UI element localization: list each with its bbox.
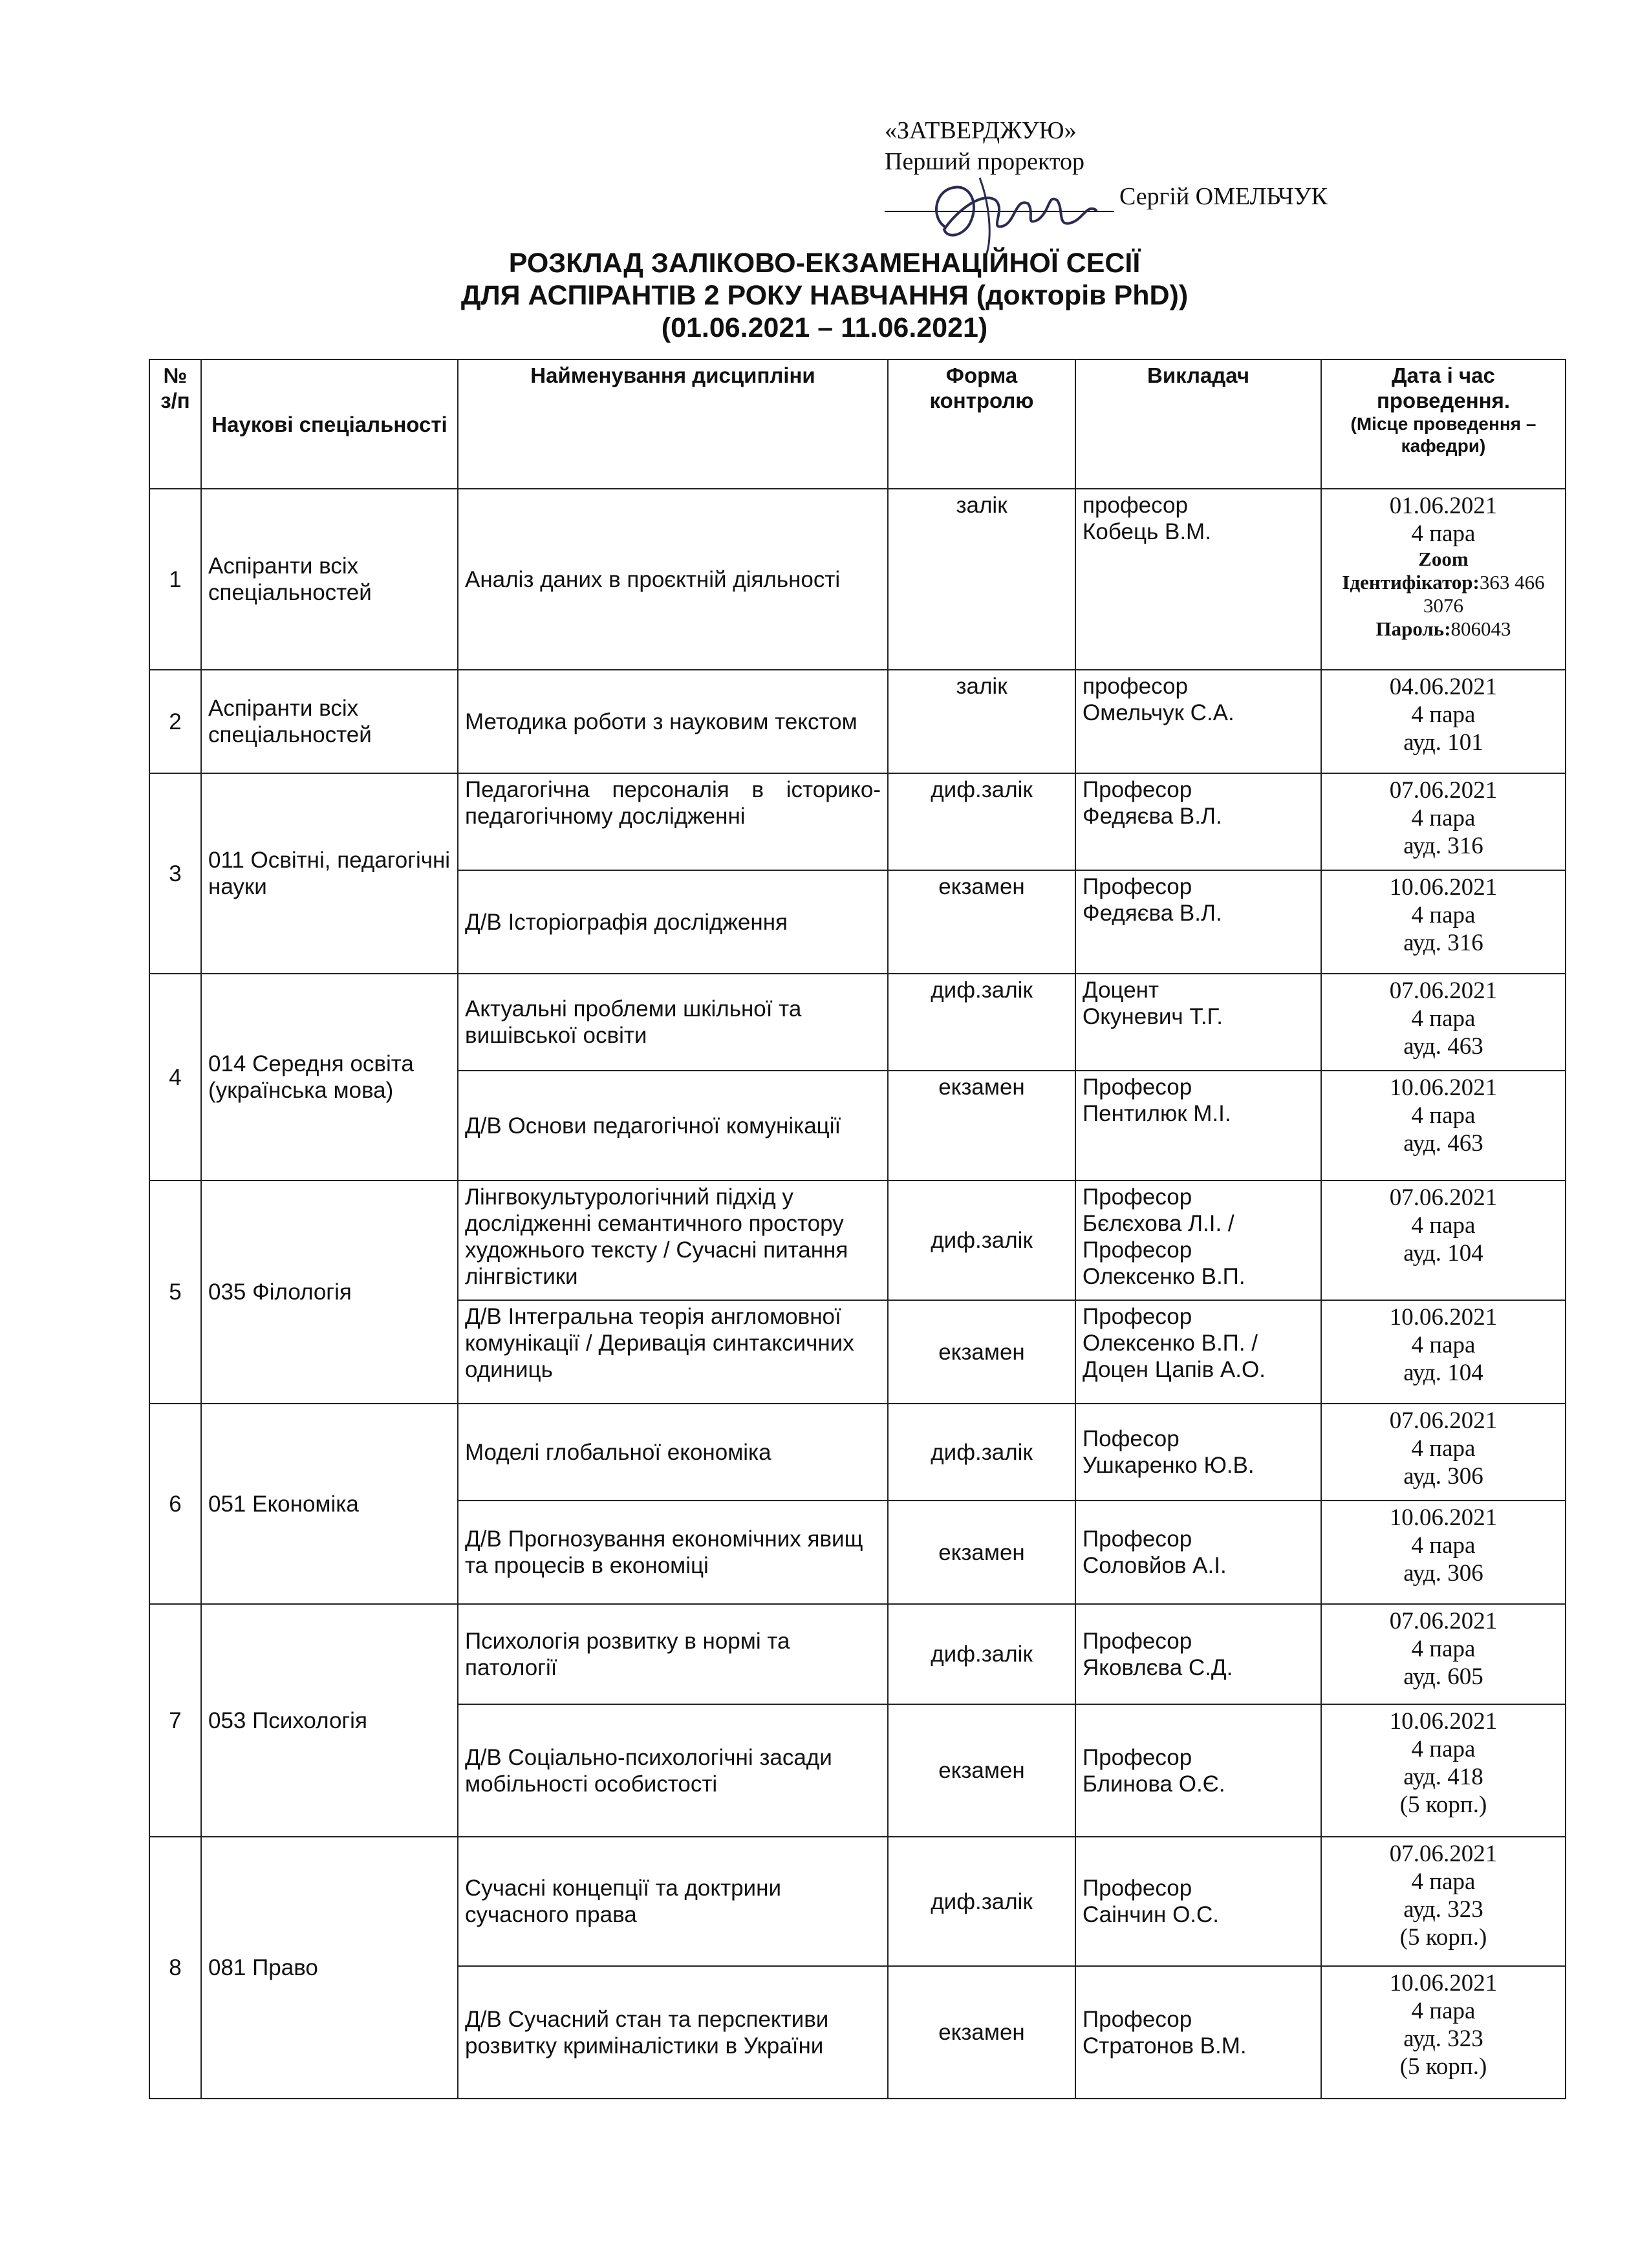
exam-pair: 4 пара	[1411, 1212, 1476, 1239]
row-date	[1321, 1181, 1566, 1300]
approver-name: Сергій ОМЕЛЬЧУК	[1119, 183, 1328, 210]
table-row	[149, 773, 1566, 870]
row-spec: 081 Право	[201, 1837, 458, 2099]
exam-date: 01.06.2021	[1389, 493, 1498, 519]
teacher-title: Професор	[1083, 2006, 1192, 2032]
row-date	[1321, 1501, 1566, 1604]
zoom-id: 363 466 3076	[1423, 571, 1545, 617]
teacher-title: професор	[1083, 674, 1188, 699]
row-discipline: Сучасні концепції та доктрини сучасного права	[458, 1837, 888, 1966]
row-discipline: Д/В Історіографія дослідження	[458, 870, 888, 974]
teacher-title-2: Професор	[1083, 1237, 1192, 1263]
teacher-name: Бєлєхова Л.І. /	[1083, 1211, 1234, 1236]
title-line-2: ДЛЯ АСПІРАНТІВ 2 РОКУ НАВЧАННЯ (докторів PhD))	[460, 280, 1189, 311]
teacher-name: Пентилюк М.І.	[1083, 1101, 1231, 1126]
row-spec: 053 Психологія	[201, 1604, 458, 1837]
zoom-pass-label: Пароль:	[1375, 617, 1451, 640]
exam-place: ауд. 104	[1403, 1240, 1483, 1267]
header-date-label: Дата і час проведення.	[1376, 363, 1511, 412]
row-date	[1321, 1837, 1566, 1966]
row-discipline: Д/В Прогнозування економічних явищ та процесів в економіці	[458, 1501, 888, 1604]
header-num: № з/п	[149, 359, 201, 489]
row-teacher	[1075, 1604, 1321, 1704]
row-form: екзамен	[888, 1501, 1075, 1604]
schedule-table	[149, 359, 1566, 2099]
exam-building: (5 корп.)	[1399, 1792, 1487, 1818]
row-spec: Аспіранти всіх спеціальностей	[201, 489, 458, 670]
row-form: диф.залік	[888, 773, 1075, 870]
row-discipline: Д/В Соціально-психологічні засади мобільності особистості	[458, 1704, 888, 1837]
row-discipline: Д/В Інтегральна теорія англомовної комунікації / Деривація синтаксичних одиниць	[458, 1300, 888, 1404]
row-form: диф.залік	[888, 1837, 1075, 1966]
row-date	[1321, 489, 1566, 670]
exam-place: ауд. 323	[1403, 1896, 1483, 1923]
table-row	[149, 1181, 1566, 1300]
row-form: залік	[888, 670, 1075, 773]
exam-pair: 4 пара	[1411, 701, 1476, 728]
row-discipline: Лінгвокультурологічний підхід у дослідженні семантичного простору художнього тексту / Сучасні питання лінгвістики	[458, 1181, 888, 1300]
row-teacher	[1075, 1300, 1321, 1404]
row-spec: Аспіранти всіх спеціальностей	[201, 670, 458, 773]
table-header-row	[149, 359, 1566, 489]
row-num: 2	[149, 670, 201, 773]
row-form: екзамен	[888, 1704, 1075, 1837]
exam-building: (5 корп.)	[1399, 2053, 1487, 2080]
exam-place: ауд. 418	[1403, 1764, 1483, 1790]
row-form: екзамен	[888, 1071, 1075, 1181]
header-date	[1321, 359, 1566, 489]
row-teacher	[1075, 1501, 1321, 1604]
exam-place: ауд. 101	[1403, 729, 1483, 756]
teacher-title: Доцент	[1083, 978, 1159, 1003]
zoom-pass: 806043	[1450, 617, 1511, 640]
teacher-title: Професор	[1083, 1628, 1192, 1654]
row-spec: 035 Філологія	[201, 1181, 458, 1404]
exam-place: Zoom	[1418, 548, 1469, 570]
row-teacher	[1075, 1966, 1321, 2099]
row-discipline: Аналіз даних в проєктній діяльності	[458, 489, 888, 670]
row-discipline: Д/В Основи педагогічної комунікації	[458, 1071, 888, 1181]
document-title	[0, 247, 1649, 344]
row-num: 6	[149, 1404, 201, 1604]
exam-pair: 4 пара	[1411, 1998, 1476, 2024]
exam-date: 07.06.2021	[1389, 1841, 1498, 1867]
exam-pair: 4 пара	[1411, 520, 1476, 547]
exam-place: ауд. 306	[1403, 1463, 1483, 1490]
exam-date: 07.06.2021	[1389, 978, 1498, 1004]
exam-date: 04.06.2021	[1389, 674, 1498, 700]
row-discipline: Актуальні проблеми шкільної та вишівської освіти	[458, 974, 888, 1071]
row-num: 7	[149, 1604, 201, 1837]
row-form: диф.залік	[888, 1181, 1075, 1300]
teacher-name: Саінчин О.С.	[1083, 1902, 1220, 1927]
exam-date: 10.06.2021	[1389, 1708, 1498, 1735]
row-spec: 051 Економіка	[201, 1404, 458, 1604]
teacher-name-2: Олексенко В.П.	[1083, 1264, 1245, 1289]
row-teacher	[1075, 1704, 1321, 1837]
row-form: диф.залік	[888, 974, 1075, 1071]
row-teacher	[1075, 1837, 1321, 1966]
header-spec: Наукові спеціальності	[201, 359, 458, 489]
row-form: залік	[888, 489, 1075, 670]
teacher-name: Яковлєва С.Д.	[1083, 1654, 1233, 1680]
teacher-title: Професор	[1083, 777, 1192, 802]
exam-place: ауд. 104	[1403, 1360, 1483, 1386]
teacher-name: Кобець В.М.	[1083, 519, 1211, 544]
row-discipline: Психологія розвитку в нормі та патології	[458, 1604, 888, 1704]
approval-position: Перший проректор	[885, 148, 1085, 175]
approval-stamp: «ЗАТВЕРДЖУЮ»	[885, 117, 1077, 144]
teacher-name: Стратонов В.М.	[1083, 2033, 1247, 2059]
table-row	[149, 1837, 1566, 1966]
exam-place: ауд. 323	[1403, 2026, 1483, 2052]
teacher-name: Федяєва В.Л.	[1083, 901, 1222, 926]
row-discipline: Моделі глобальної економіка	[458, 1404, 888, 1501]
row-num: 4	[149, 974, 201, 1181]
exam-pair: 4 пара	[1411, 1435, 1476, 1462]
exam-pair: 4 пара	[1411, 1636, 1476, 1662]
exam-date: 10.06.2021	[1389, 874, 1498, 901]
row-date	[1321, 1071, 1566, 1181]
exam-place: ауд. 463	[1403, 1033, 1483, 1060]
teacher-title: Пофесор	[1083, 1426, 1180, 1451]
table-row	[149, 489, 1566, 670]
teacher-name: Соловйов А.І.	[1083, 1553, 1227, 1578]
row-form: екзамен	[888, 870, 1075, 974]
exam-pair: 4 пара	[1411, 902, 1476, 928]
teacher-title: Професор	[1083, 1184, 1192, 1210]
teacher-name: Омельчук С.А.	[1083, 700, 1234, 725]
row-teacher	[1075, 974, 1321, 1071]
row-discipline: Д/В Сучасний стан та перспективи розвитку криміналістики в України	[458, 1966, 888, 2099]
title-line-3: (01.06.2021 – 11.06.2021)	[661, 312, 988, 343]
exam-building: (5 корп.)	[1399, 1924, 1487, 1951]
row-form: екзамен	[888, 1300, 1075, 1404]
exam-place: ауд. 306	[1403, 1560, 1483, 1587]
zoom-id-label: Ідентифікатор:	[1342, 571, 1480, 594]
teacher-title: Професор	[1083, 1304, 1192, 1329]
exam-pair: 4 пара	[1411, 1332, 1476, 1358]
row-form: диф.залік	[888, 1604, 1075, 1704]
table-row	[149, 974, 1566, 1071]
teacher-name: Федяєва В.Л.	[1083, 804, 1222, 829]
exam-pair: 4 пара	[1411, 1736, 1476, 1762]
row-num: 8	[149, 1837, 201, 2099]
row-discipline: Педагогічна персоналія в історико-педагогічному дослідженні	[458, 773, 888, 870]
row-teacher	[1075, 489, 1321, 670]
header-date-note: (Місце проведення – кафедри)	[1350, 414, 1536, 456]
exam-date: 07.06.2021	[1389, 1407, 1498, 1434]
exam-date: 10.06.2021	[1389, 1304, 1498, 1331]
teacher-title: Професор	[1083, 874, 1192, 899]
teacher-title: Професор	[1083, 1744, 1192, 1770]
row-teacher	[1075, 773, 1321, 870]
table-row	[149, 1604, 1566, 1704]
exam-place: ауд. 605	[1403, 1664, 1483, 1690]
row-spec: 014 Середня освіта (українська мова)	[201, 974, 458, 1181]
row-num: 5	[149, 1181, 201, 1404]
row-teacher	[1075, 670, 1321, 773]
row-date	[1321, 773, 1566, 870]
exam-date: 10.06.2021	[1389, 1504, 1498, 1531]
exam-pair: 4 пара	[1411, 1868, 1476, 1895]
row-date	[1321, 670, 1566, 773]
exam-date: 10.06.2021	[1389, 1970, 1498, 1996]
teacher-name: Блинова О.Є.	[1083, 1771, 1225, 1797]
exam-date: 07.06.2021	[1389, 1608, 1498, 1634]
teacher-name: Ушкаренко Ю.В.	[1083, 1453, 1255, 1478]
exam-date: 10.06.2021	[1389, 1075, 1498, 1101]
exam-place: ауд. 316	[1403, 833, 1483, 859]
row-num: 3	[149, 773, 201, 974]
exam-pair: 4 пара	[1411, 805, 1476, 831]
teacher-name-2: Доцен Цапів А.О.	[1083, 1357, 1266, 1382]
exam-pair: 4 пара	[1411, 1005, 1476, 1032]
row-discipline: Методика роботи з науковим текстом	[458, 670, 888, 773]
row-date	[1321, 1404, 1566, 1501]
teacher-title: Професор	[1083, 1876, 1192, 1901]
row-date	[1321, 1704, 1566, 1837]
teacher-title: Професор	[1083, 1526, 1192, 1552]
row-teacher	[1075, 1404, 1321, 1501]
exam-date: 07.06.2021	[1389, 1184, 1498, 1211]
row-teacher	[1075, 870, 1321, 974]
row-form: екзамен	[888, 1966, 1075, 2099]
exam-pair: 4 пара	[1411, 1102, 1476, 1129]
teacher-name: Окуневич Т.Г.	[1083, 1004, 1223, 1029]
exam-place: ауд. 316	[1403, 930, 1483, 956]
header-discipline: Найменування дисципліни	[458, 359, 888, 489]
exam-date: 07.06.2021	[1389, 777, 1498, 804]
row-date	[1321, 1300, 1566, 1404]
row-teacher	[1075, 1071, 1321, 1181]
row-date	[1321, 974, 1566, 1071]
row-num: 1	[149, 489, 201, 670]
teacher-name: Олексенко В.П. /	[1083, 1331, 1258, 1356]
exam-pair: 4 пара	[1411, 1532, 1476, 1559]
header-teacher: Викладач	[1075, 359, 1321, 489]
exam-place: ауд. 463	[1403, 1130, 1483, 1157]
row-form: диф.залік	[888, 1404, 1075, 1501]
table-row	[149, 1404, 1566, 1501]
table-row	[149, 670, 1566, 773]
teacher-title: професор	[1083, 493, 1188, 518]
row-date	[1321, 870, 1566, 974]
teacher-title: Професор	[1083, 1075, 1192, 1100]
row-date	[1321, 1966, 1566, 2099]
header-form: Форма контролю	[888, 359, 1075, 489]
row-teacher	[1075, 1181, 1321, 1300]
row-spec: 011 Освітні, педагогічні науки	[201, 773, 458, 974]
row-date	[1321, 1604, 1566, 1704]
title-line-1: РОЗКЛАД ЗАЛІКОВО-ЕКЗАМЕНАЦІЙНОЇ СЕСІЇ	[508, 248, 1141, 279]
